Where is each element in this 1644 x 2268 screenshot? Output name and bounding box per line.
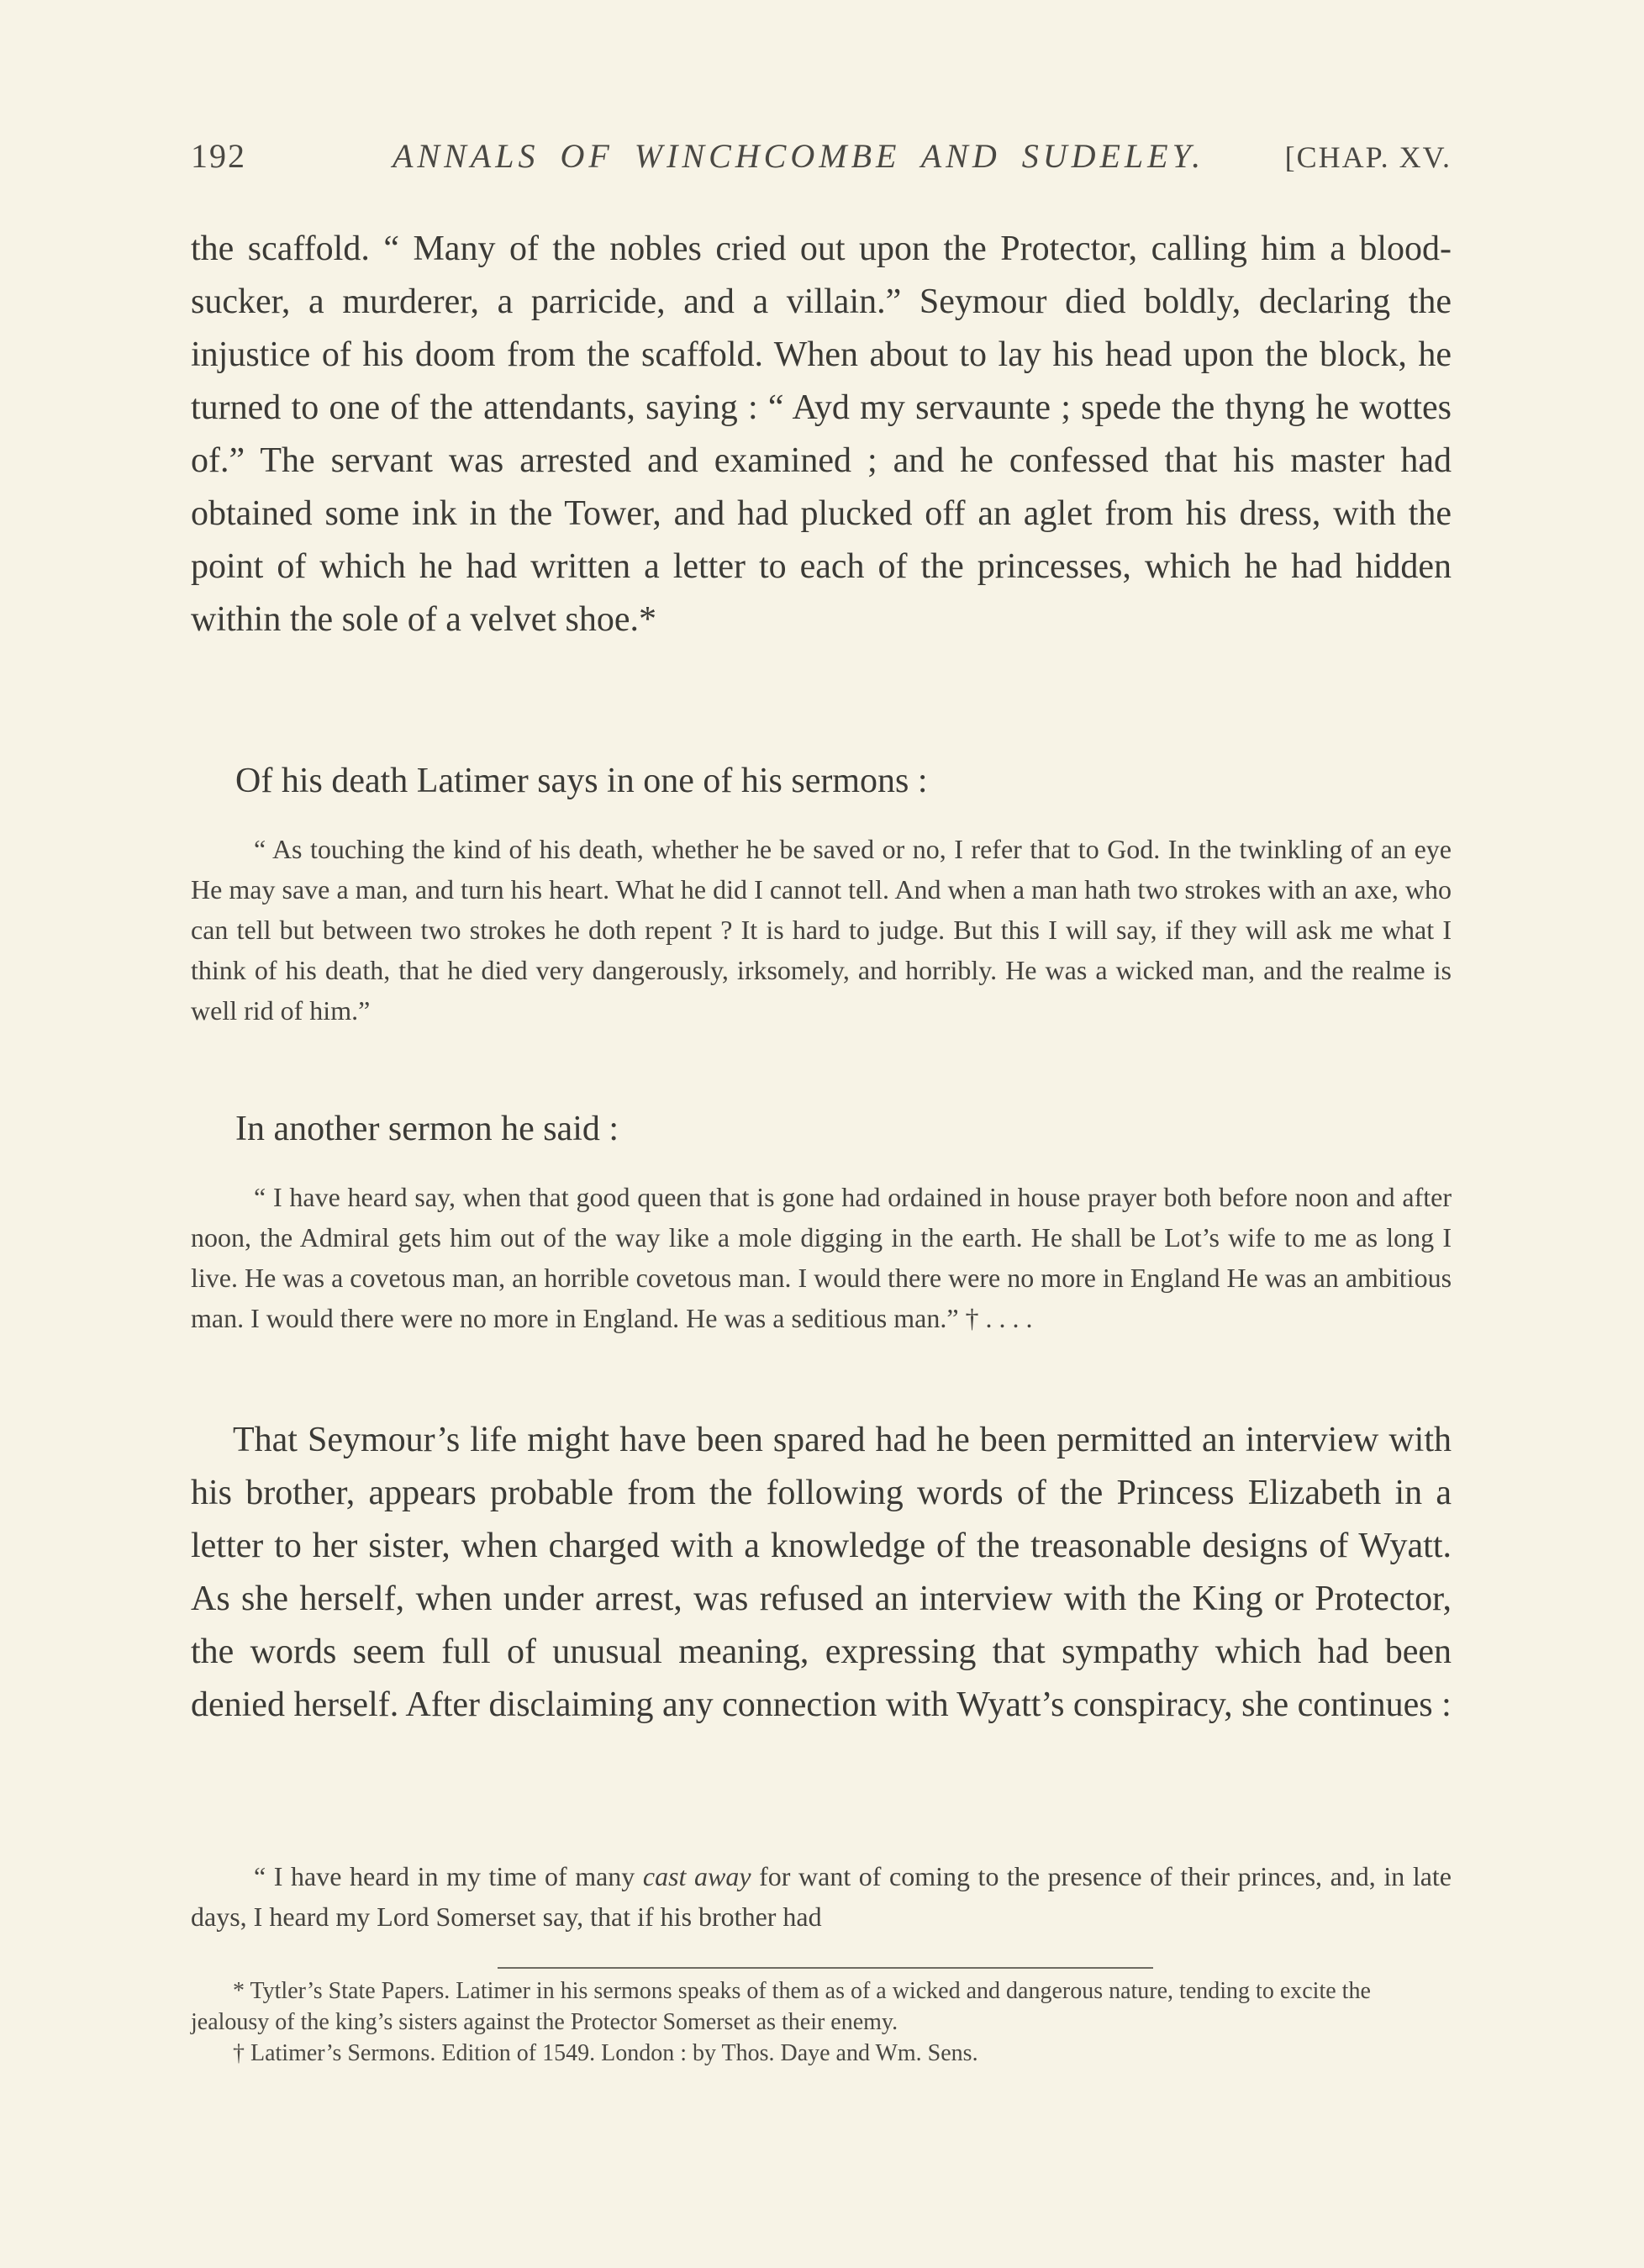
- chapter-label: [CHAP. XV.: [1284, 140, 1452, 174]
- block-quote-2: [191, 1177, 1452, 1338]
- paragraph-elizabeth-letter: That Seymour’s life might have been spared had he been permitted an interview with his brother, appears probable from the following words of the Princess Elizabeth in a letter to her sister, when charged with a knowledge of the treasonable designs of Wyatt. As she herself, when under arrest, was refused an interview with the King or Protector, the words seem full of unusual meaning, expressing that sympathy which had been denied herself. After disclaiming any connection with Wyatt’s conspiracy, she continues :: [191, 1421, 1452, 1724]
- book-title: ANNALS OF WINCHCOMBE AND SUDELEY.: [393, 137, 1205, 175]
- page-number: 192: [191, 137, 246, 175]
- block-quote-1: [191, 829, 1452, 1031]
- body-paragraph-4: [191, 1414, 1452, 1732]
- footnote-star: * Tytler’s State Papers. Latimer in his sermons speaks of them as of a wicked and dangerous nature, tending to excite the jealousy of the king’s sisters against the Protector Somerset as their enemy.: [191, 1978, 1371, 2035]
- body-paragraph-2: [235, 755, 928, 808]
- quote-elizabeth-emphasis: cast away: [642, 1861, 751, 1891]
- body-paragraph-1: [191, 223, 1452, 646]
- quote-latimer-death: “ As touching the kind of his death, whether he be saved or no, I refer that to God. In the twinkling of an eye He may save a man, and turn his heart. What he did I cannot tell. And when a man hath two strokes with an axe, who can tell but between two strokes he doth repent ? It is hard to judge. But this I will say, if they will ask me what I think of his death, that he died very dangerously, irksomely, and horribly. He was a wicked man, and the realme is well rid of him.”: [191, 834, 1452, 1026]
- paragraph-scaffold: the scaffold. “ Many of the nobles cried out upon the Protector, calling him a blood-sucker, a murderer, a parricide, and a villain.” Seymour died boldly, declaring the injustice of his doom from the scaffold. When about to lay his head upon the block, he turned to one of the attendants, saying : “ Ayd my servaunte ; spede the thyng he wottes of.” The servant was arrested and examined ; and he confessed that his master had obtained some ink in the Tower, and had plucked off an aglet from his dress, with the point of which he had written a letter to each of the princesses, which he had hidden within the sole of a velvet shoe.*: [191, 229, 1452, 639]
- footnote-dagger: † Latimer’s Sermons. Edition of 1549. London : by Thos. Daye and Wm. Sens.: [233, 2040, 978, 2066]
- quote-elizabeth-before: “ I have heard in my time of many: [254, 1861, 643, 1891]
- paragraph-another-sermon: In another sermon he said :: [235, 1110, 619, 1148]
- block-quote-3: [191, 1856, 1452, 1937]
- footnote-rule: [498, 1967, 1153, 1969]
- footnotes: [191, 1975, 1452, 2069]
- quote-elizabeth-after: for want of coming to the presence of their princes, and, in late days, I heard my Lord Somerset say, that if his brother had: [191, 1861, 1452, 1932]
- paragraph-latimer-intro: Of his death Latimer says in one of his sermons :: [235, 762, 928, 800]
- body-paragraph-3: [235, 1103, 619, 1156]
- running-head: [191, 136, 1452, 187]
- quote-elizabeth: [191, 1856, 1452, 1937]
- quote-latimer-admiral: “ I have heard say, when that good queen that is gone had ordained in house prayer both before noon and after noon, the Admiral gets him out of the way like a mole digging in the earth. He shall be Lot’s wife to me as long I live. He was a covetous man, an horrible covetous man. I would there were no more in England He was an ambitious man. I would there were no more in England. He was a seditious man.” † . . . .: [191, 1182, 1452, 1333]
